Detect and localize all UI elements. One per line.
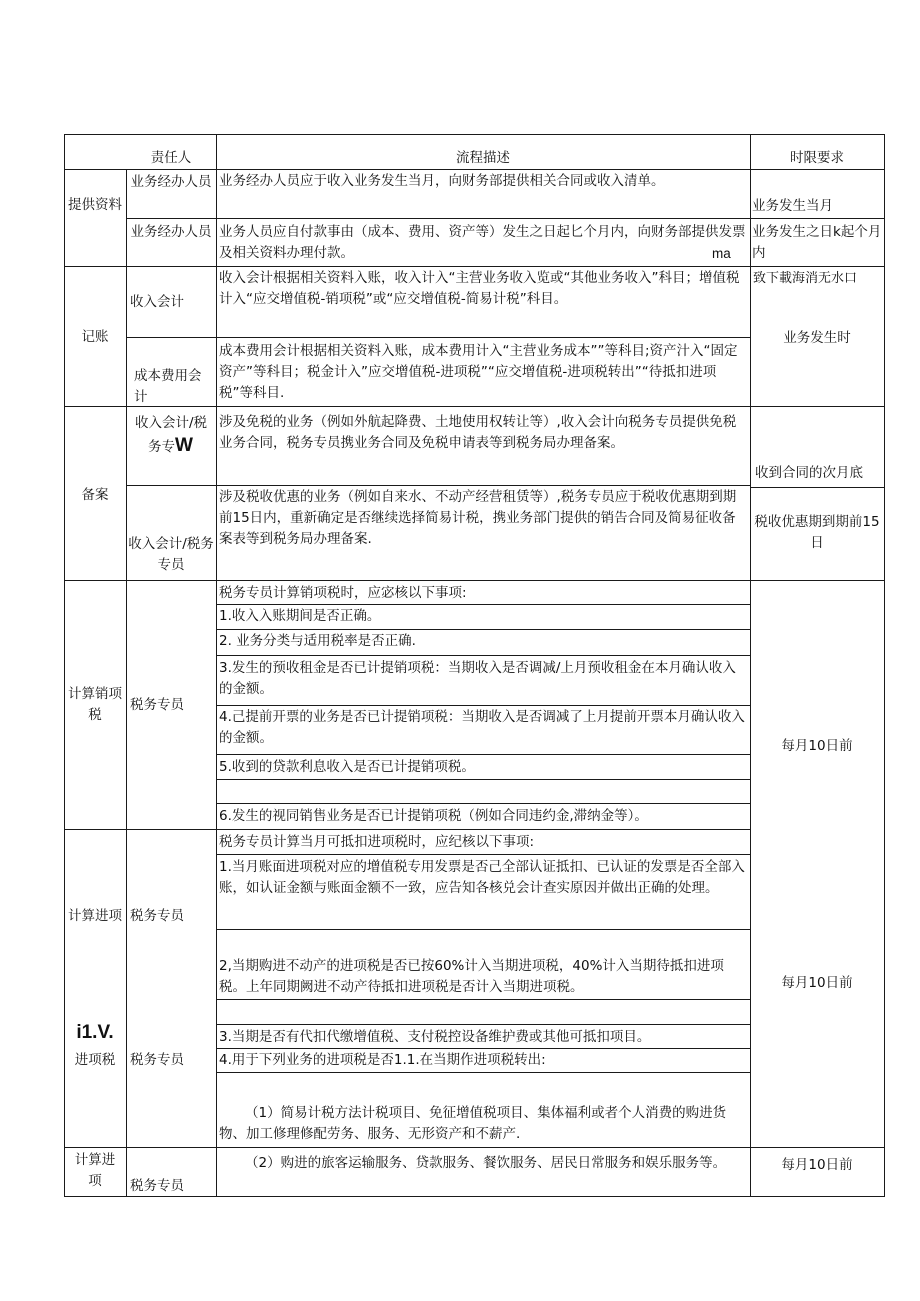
person-cell: 业务经办人员 (130, 224, 212, 240)
stage-filing: 备案 (81, 487, 109, 503)
check-item: 税务专员计算销项税时，应宓核以下事项: (219, 585, 467, 601)
deadline-cell: 业务发生当月 (752, 198, 833, 214)
row-line (216, 604, 750, 605)
row-line (216, 655, 750, 656)
deadline-cell: 致下載海消无水口 (753, 271, 858, 286)
process-desc: 涉及税收优惠的业务（例如自来水、不动产经营租赁等）,税务专员应于税收优惠期到期前15日内，重新确定是否继续选择简易计税，携业务部门提供的销告合同及简易征收备案表等到税务局办理备案. (219, 489, 737, 547)
row-line (216, 1048, 750, 1049)
process-desc: 收入会计根据相关资料入账，收入计入“主营业务收入览或“其他业务收入”科目；增值税计入“应交增值税-销项税”或“应交增值税-简易计税”科目。 (219, 270, 740, 307)
deadline-cell: 每月10日前 (781, 1157, 853, 1173)
row-line (64, 134, 884, 135)
col-line (884, 134, 885, 1197)
deadline-cell: 业务发生时 (783, 330, 851, 346)
stage-input-tax: 计算进项 (68, 908, 122, 924)
row-line (126, 337, 750, 338)
person-cell: 税务专员 (130, 1178, 184, 1194)
row-line (216, 779, 750, 780)
row-line (64, 1196, 884, 1197)
person-cell (148, 435, 193, 458)
process-desc: 业务人员应自付款事由（成本、费用、资产等）发生之日起匕个月内，向财务部提供发票及相关资料办理付款。 (219, 224, 746, 261)
row-line (216, 854, 750, 855)
check-item: 2,当期购进不动产的进项税是否已按60%计入当期进项税，40%计入当期待抵扣进项税。上年同期阙进不动产待抵扣进项税是否计入当期进项税。 (219, 958, 724, 995)
col-line (126, 169, 127, 1197)
person-cell: 收入会计/税务专员 (128, 536, 214, 573)
check-item: 3.当期是否有代扣代缴增值税、支付税控设备维护费或其他可抵扣项目。 (219, 1029, 651, 1045)
stage-ocr-label: i1.V. (76, 1022, 114, 1043)
row-line (216, 803, 750, 804)
check-item: 2. 业务分类与适用税率是否正确. (219, 633, 416, 649)
stage-provide-docs: 提供资料 (68, 197, 122, 213)
header-deadline: 时限要求 (790, 150, 844, 166)
row-line (64, 1147, 884, 1148)
row-line (750, 487, 884, 488)
row-line (216, 629, 750, 630)
row-line (64, 169, 884, 170)
row-line (216, 1024, 750, 1025)
row-line (216, 999, 750, 1000)
ocr-glyph: W (175, 435, 193, 456)
deadline-cell: 收到合同的次月底 (755, 465, 863, 481)
stage-input-tax-transfer: 进项税 (74, 1052, 116, 1068)
check-item: 4.用于下列业务的进项税是否1.1.在当期作进项税转出: (219, 1052, 546, 1068)
stage-input-tax-cont: 计算进项 (74, 1152, 116, 1189)
row-line (216, 754, 750, 755)
col-line (216, 134, 217, 1197)
row-line (216, 705, 750, 706)
person-cell: 收入会计 (130, 294, 184, 310)
person-cell: 税务专员 (130, 697, 184, 713)
process-desc: （2）购进的旅客运输服务、贷款服务、餐饮服务、居民日常服务和娱乐服务等。 (245, 1155, 727, 1171)
check-item: 税务专员计算当月可抵扣进项税时，应纪核以下事项: (219, 834, 535, 850)
header-person: 责任人 (150, 150, 192, 166)
check-item: 1.当月账面进项税对应的增值税专用发票是否己全部认证抵扣、已认证的发票是否全部入账，如认证金额与账面金额不一致，应告知各核兑会计查实原因并做出正确的处理。 (219, 859, 745, 896)
row-line (216, 1072, 750, 1073)
process-desc: 业务经办人员应于收入业务发生当月，向财务部提供相关合同或收入清单。 (219, 173, 665, 189)
row-line (64, 580, 884, 581)
deadline-cell: 业务发生之日k起个月内 (752, 224, 882, 261)
row-line (126, 218, 884, 219)
check-item: 4.己提前开票的业务是否已计提销项税：当期收入是否调减了上月提前开票本月确认收入的金额。 (219, 709, 745, 746)
row-line (126, 485, 750, 486)
stage-output-tax: 计算销项税 (68, 686, 122, 723)
col-line (750, 134, 751, 1197)
ocr-mark: ma (712, 246, 731, 261)
person-cell: 税务专员 (130, 908, 184, 924)
check-item: 6.发生的视同销售业务是否已计提销项税（例如合同违约金,滞纳金等）。 (219, 808, 648, 824)
deadline-cell: 税收优惠期到期前15日 (754, 514, 880, 551)
check-item: 5.收到的贷款利息收入是否已计提销项税。 (219, 759, 475, 775)
person-fragment: 务专 (148, 439, 175, 455)
check-item: （1）简易计税方法计税项目、免征增值税项目、集体福利或者个人消费的购进货物、加工修理修配劳务、服务、无形资产和不薪产. (219, 1105, 727, 1142)
process-desc: 涉及免税的业务（例如外航起降费、土地使用权转让等）,收入会计向税务专员提供免税业务合同，税务专员携业务合同及免税申请表等到税务局办理备案。 (219, 414, 737, 451)
stage-bookkeeping: 记账 (81, 329, 109, 345)
process-desc: 成本费用会计根据相关资料入账，成本费用计入“主营业务成本””等科目;资产汁入“固定资产”等科目；税金计入”应交增值税-进项税”“应交增值税-进项税转出”“待抵扣进项税”等科目. (219, 343, 738, 401)
person-cell: 收入会计/税 (134, 415, 208, 431)
person-cell: 业务经办人员 (130, 174, 212, 190)
person-cell: 成本费用会计 (134, 368, 202, 405)
row-line (64, 829, 750, 830)
row-line (216, 929, 750, 930)
check-item: 1.收入入账期间是否正确。 (219, 608, 381, 624)
deadline-cell: 每月10日前 (781, 738, 853, 754)
person-cell: 税务专员 (130, 1052, 184, 1068)
header-process: 流程描述 (456, 150, 510, 166)
check-item: 3.发生的预收租金是否已计提销项税：当期收入是否调减/上月预收租金在本月确认收入的金额。 (219, 660, 736, 697)
row-line (64, 266, 884, 267)
deadline-cell: 每月10日前 (781, 975, 853, 991)
